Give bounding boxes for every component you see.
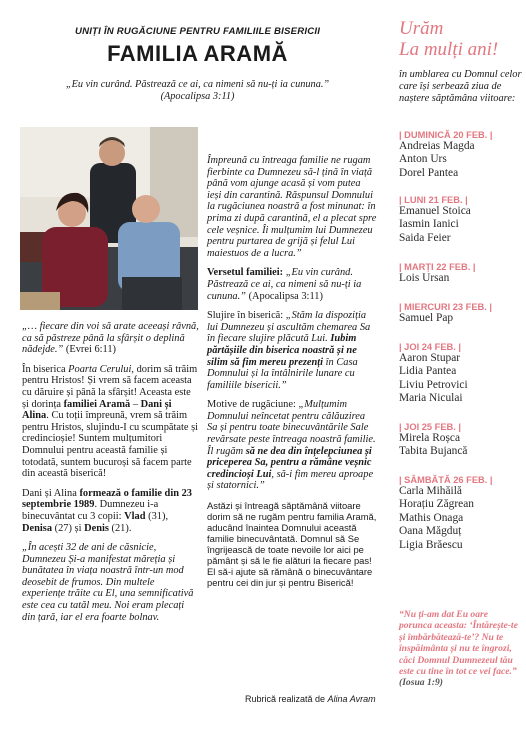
verse-text: “Nu ți-am dat Eu oare porunca aceasta: ‘Întărește-te și îmbărbătează-te’? Nu te înspăimânta și nu te îngrozi, căci Domnul Dumnezeul tău este cu tine în tot ce vei face.” bbox=[399, 609, 518, 678]
credit-prefix: Rubrică realizată de bbox=[245, 694, 328, 704]
birthday-sidebar bbox=[385, 0, 526, 744]
prayer-requests bbox=[207, 399, 377, 492]
child-age: (31), bbox=[145, 510, 169, 522]
birthday-day bbox=[399, 195, 523, 245]
article-credit bbox=[245, 694, 376, 704]
middle-column bbox=[207, 155, 377, 596]
birthday-name: Lidia Pantea bbox=[399, 365, 457, 378]
birthday-day bbox=[399, 342, 523, 406]
family-text: Dani și Alina bbox=[22, 487, 80, 499]
service-highlight: Iubim părtășiile din biserica noastră și ne silim să fim mereu prezenți bbox=[207, 333, 357, 368]
closing-paragraph: Astăzi și întreagă săptămână viitoare dorim să ne rugăm pentru familia Aramă, aducând înaintea Domnului această familie binecuvântată. Domnul să Se îngrijească de toate nevoile lor aici pe pământ și să le fie alături la fiecare pas! El să-i ajute să rămână o binecuvântare pentru cei din jur și pentru Biserică! bbox=[207, 500, 377, 589]
birthday-name: Mathis Onaga bbox=[399, 511, 464, 524]
prayer-label: Motive de rugăciune: bbox=[207, 399, 296, 411]
family-verse bbox=[207, 267, 377, 302]
church-name: Poarta Cerului, bbox=[68, 363, 134, 375]
birthday-day bbox=[399, 262, 523, 285]
intro-text: dorim să trăim pentru Hristos! Și vrem să facem aceasta cu dăruire și până la sfârșit! Aceasta este și dorința bbox=[22, 363, 198, 410]
day-label: | JOI 25 FEB. | bbox=[399, 422, 462, 432]
child-age: (27) și bbox=[52, 522, 85, 534]
birthday-name: Anton Urs bbox=[399, 153, 447, 166]
birthday-day bbox=[399, 422, 523, 459]
verse-reference: (Iosua 1:9) bbox=[399, 677, 443, 689]
birthday-name: Emanuel Stoica bbox=[399, 205, 471, 217]
service-label: Slujire în biserică: bbox=[207, 310, 284, 322]
church-service bbox=[207, 310, 377, 391]
birthday-name: Samuel Pap bbox=[399, 312, 454, 324]
verse-text: „Eu vin curând. Păstrează ce ai, ca nimeni să nu-ți ia cununa.” bbox=[207, 267, 362, 302]
birthday-name: Tabita Bujancă bbox=[399, 445, 468, 458]
birthday-name: Maria Niculai bbox=[399, 392, 463, 405]
birthday-name: Saida Feier bbox=[399, 231, 451, 244]
left-column bbox=[22, 321, 200, 631]
birthday-name: Carla Mihăilă bbox=[399, 485, 462, 497]
quote-reference: (Evrei 6:11) bbox=[65, 344, 116, 356]
verse-label: Versetul familiei: bbox=[207, 267, 284, 279]
marriage-date: formează o familie din 23 septembrie 1989 bbox=[22, 487, 192, 511]
page-title: FAMILIA ARAMĂ bbox=[107, 41, 288, 66]
birthday-name: Dorel Pantea bbox=[399, 166, 459, 179]
day-label: | SÂMBĂTĂ 26 FEB. | bbox=[399, 475, 493, 485]
prayer-highlight: să ne dea din înțelepciunea și priceperea Sa, pentru a rămâne veșnic credincioși Lui bbox=[207, 445, 372, 480]
service-text: „Stăm la dispoziția lui Dumnezeu și ascultăm chemarea Sa în fiecare slujire plăcută Lui. bbox=[207, 310, 371, 345]
birthday-intro: în umblarea cu Domnul celor care își serbează ziua de naștere săptămâna viitoare: bbox=[399, 69, 522, 104]
birthday-name: Horațiu Zăgrean bbox=[399, 498, 474, 511]
birthday-name: Andreias Magda bbox=[399, 140, 475, 152]
prayer-text: , să-i fim mereu aproape și statornici.” bbox=[207, 468, 374, 492]
section-kicker: UNIȚI ÎN RUGĂCIUNE PENTRU FAMILIILE BISERICII bbox=[74, 26, 321, 37]
birthday-name: Mirela Roșca bbox=[399, 432, 461, 444]
prayer-text: „Mulțumim Domnului neîncetat pentru călăuzirea Sa și pentru toate binecuvântările Sale revărsate peste întreaga noastră familie. Îl rugăm bbox=[207, 399, 376, 457]
birthday-day bbox=[399, 475, 523, 552]
family-paragraph bbox=[22, 488, 200, 534]
quote-text: „… fiecare din voi să arate aceeași râvnă, ca să păstreze până la sfârșit o deplină nădejde.” bbox=[22, 321, 199, 356]
child-name: Denis bbox=[84, 522, 109, 534]
birthday-heading bbox=[399, 18, 498, 60]
service-text: în Casa Domnului și la întâlnirile lunare cu familiile bisericii.” bbox=[207, 356, 358, 391]
intro-text: În biserica bbox=[22, 363, 69, 375]
testimony-paragraph: „În acești 32 de ani de căsnicie, Dumnezeu Și-a manifestat măreția și bunătatea în viața noastră într-un mod deosebit de frumos. Din multele experiențe trăite cu El, una semnificativă este cea cu tatăl meu. Noi eram plecați din țară, iar el era foarte bolnav. bbox=[22, 542, 194, 623]
day-label: | JOI 24 FEB. | bbox=[399, 342, 462, 352]
birthday-name: Iasmin Ianici bbox=[399, 218, 459, 231]
heading-line: Urăm bbox=[399, 18, 444, 39]
family-motto bbox=[30, 79, 365, 103]
heading-line: La mulți ani! bbox=[399, 39, 499, 60]
verse-reference: (Apocalipsa 3:11) bbox=[245, 290, 323, 302]
intro-text: . Cu toții împreună, vrem să trăim pentru Hristos, slujindu-I cu scumpătate și credincioșie! Suntem mulțumitori Domnului pentru această familie și totodată, suntem bucuroși să facem parte din această biserică! bbox=[22, 410, 199, 480]
credit-author: Alina Avram bbox=[327, 694, 376, 704]
birthday-day bbox=[399, 130, 523, 180]
birthday-name: Lois Ursan bbox=[399, 272, 450, 284]
birthday-name: Oana Măgduț bbox=[399, 525, 462, 538]
day-label: | MARȚI 22 FEB. | bbox=[399, 262, 476, 272]
motto-text: „Eu vin curând. Păstrează ce ai, ca nimeni să nu-ți ia cununa.” bbox=[65, 79, 330, 90]
motto-reference: (Apocalipsa 3:11) bbox=[160, 91, 235, 102]
family-text: . Dumnezeu i-a binecuvântat cu 3 copii: bbox=[22, 499, 159, 522]
child-name: Denisa bbox=[22, 522, 53, 534]
family-photo bbox=[20, 127, 198, 310]
birthday-day bbox=[399, 302, 523, 325]
day-label: | LUNI 21 FEB. | bbox=[399, 195, 468, 205]
birthday-name: Liviu Petrovici bbox=[399, 378, 468, 391]
sidebar-verse bbox=[399, 609, 523, 689]
child-age: (21). bbox=[108, 522, 132, 534]
child-name: Vlad bbox=[124, 510, 146, 522]
intro-text: – bbox=[130, 398, 141, 410]
opening-quote bbox=[22, 321, 200, 356]
day-label: | MIERCURI 23 FEB. | bbox=[399, 302, 493, 312]
birthday-name: Aaron Stupar bbox=[399, 352, 461, 364]
couple-names: Dani și Alina bbox=[22, 398, 172, 422]
family-name: familiei Aramă bbox=[63, 398, 131, 410]
intro-paragraph bbox=[22, 364, 200, 480]
birthday-name: Ligia Brăescu bbox=[399, 538, 463, 551]
day-label: | DUMINICĂ 20 FEB. | bbox=[399, 130, 493, 140]
testimony-continued: Împreună cu întreaga familie ne rugam fierbinte ca Dumnezeu să-l țină în viață până vom ajunge acasă și vom putea ieși din carantină. Răspunsul Domnului la rugăciunea noastră a fost minunat: în prima zi după carantină, el a plecat spre cele veșnice. Îi mulțumim lui Dumnezeu pentru purtarea de grijă și felul Lui maiestuos de a lucra.” bbox=[207, 155, 377, 259]
